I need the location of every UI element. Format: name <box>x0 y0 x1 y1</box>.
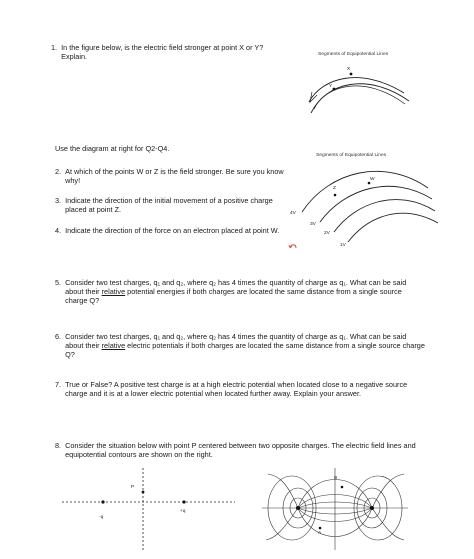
negative-charge-label: -q <box>99 515 104 520</box>
point-p-label: P <box>131 485 135 490</box>
point-b-label: B <box>334 476 338 481</box>
point-y-label: Y <box>329 84 333 89</box>
question-text-part: Consider two test charges, q₁ and q₂, where q₂ has 4 times the quantity of charge as q₁. What can be said about their <box>65 278 407 297</box>
question-number: 7. <box>55 380 62 389</box>
emphasis-word: relative <box>101 341 126 351</box>
figure-1-caption: Segments of Equipotential Lines <box>318 52 389 57</box>
question-text-part: electric potentials if both charges are located the same distance from a single source charge Q? <box>65 341 425 360</box>
question-number: 4. <box>55 226 62 235</box>
question-number: 2. <box>55 167 62 176</box>
point-z-label: Z <box>333 186 336 191</box>
figure-2-caption: Segments of Equipotential Lines <box>316 153 387 158</box>
label-3v: 3V <box>310 222 316 227</box>
point-a-label: A <box>318 531 322 536</box>
label-2v: 2V <box>324 231 330 236</box>
question-text-part: potential energies if both charges are located the same distance from a single source charge Q? <box>65 287 402 306</box>
point-x-label: X <box>347 67 351 72</box>
question-text: In the figure below, is the electric field stronger at point X or Y? Explain. <box>61 43 264 62</box>
question-number: 3. <box>55 196 62 205</box>
label-1v: 1V <box>340 243 346 248</box>
question-number: 5. <box>55 278 62 287</box>
question-text: Indicate the direction of the force on an electron placed at point W. <box>65 226 280 235</box>
positive-charge-label: +q <box>180 509 186 514</box>
question-text-part: Consider two test charges, q₁ and q₂, where q₂ has 4 times the quantity of charge as q₁. What can be said about their <box>65 332 407 351</box>
question-text: True or False? A positive test charge is at a high electric potential when located close to a negative source charge and it is at a lower electric potential when located further away. Explain your answer. <box>65 380 408 399</box>
question-number: 6. <box>55 332 62 341</box>
question-text: Indicate the direction of the initial movement of a positive charge placed at point Z. <box>65 196 273 215</box>
question-number: 1. <box>51 43 58 52</box>
question-text: At which of the points W or Z is the field stronger. Be sure you know why! <box>65 167 284 186</box>
emphasis-word: relative <box>101 287 126 297</box>
label-4v: 4V <box>290 211 296 216</box>
point-w-label: W <box>370 177 375 182</box>
question-text: Consider the situation below with point P centered between two opposite charges. The electric field lines and equipotential contours are shown on the right. <box>65 441 416 460</box>
instructions-text: Use the diagram at right for Q2-Q4. <box>55 144 170 153</box>
question-number: 8. <box>55 441 62 450</box>
